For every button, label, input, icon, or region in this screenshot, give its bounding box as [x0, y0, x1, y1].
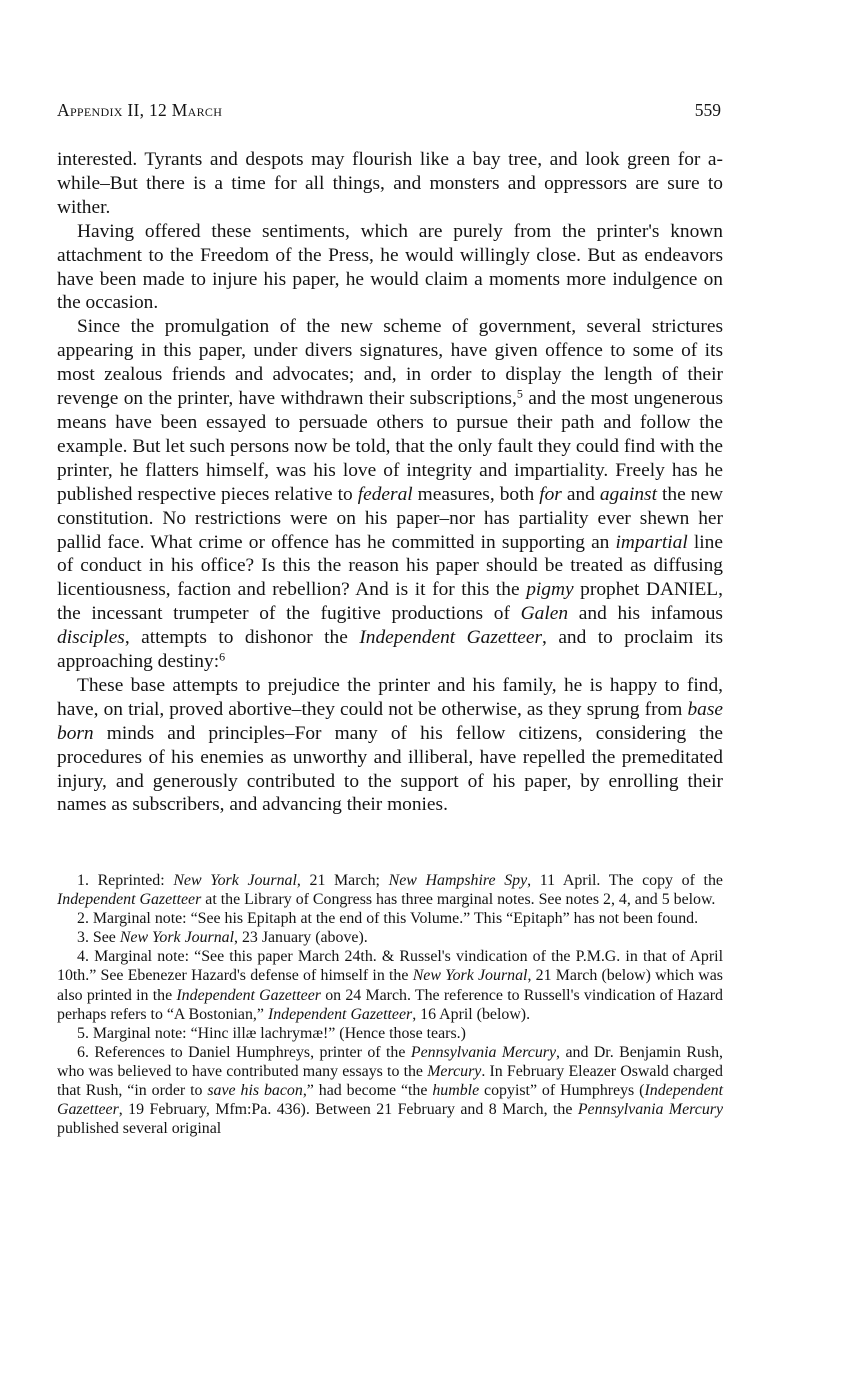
emphasis-pigmy: pigmy: [526, 579, 574, 601]
paragraph-3-text: Since the promulgation of the new scheme of government, several strictures appearing in this paper, under divers signatures, have given offence to some of its most zealous friends and advocates; and, in order to display the length of their revenge on the printer, have withdrawn their subscriptions,: [57, 316, 723, 410]
footnote-emphasis: New Hampshire Spy: [388, 872, 528, 889]
footnote-text: , 11 April. The copy of the: [527, 872, 723, 889]
emphasis-against: against: [599, 483, 657, 505]
paragraph-3-text: , attempts to dishonor the: [124, 627, 360, 649]
footnote-text: , 23 January (above).: [234, 929, 368, 947]
emphasis-gazetteer: Independent Gazetteer: [359, 627, 543, 649]
footnote-text: , 21 March (below) which was also printed in the: [57, 967, 723, 1004]
footnote-emphasis: New York Journal: [119, 929, 235, 947]
main-text: [57, 148, 723, 817]
footnote-2: 2. Marginal note: “See his Epitaph at the end of this Volume.” This “Epitaph” has not been found.: [77, 910, 699, 928]
footnote-ref-5: 5: [516, 386, 523, 401]
paragraph-2: Having offered these sentiments, which are purely from the printer's known attachment to the Freedom of the Press, he would willingly close. But as endeavors have been made to injure his paper, he would claim a moments more indulgence on the occasion.: [57, 220, 723, 314]
paragraph-3-text: measures, both: [412, 483, 540, 505]
footnote-text: at the Library of Congress has three marginal notes. See notes 2, 4, and 5 below.: [201, 891, 716, 909]
footnote-text: , 21 March;: [296, 872, 389, 889]
emphasis-galen: Galen: [520, 603, 569, 625]
footnote-emphasis: New York Journal: [173, 872, 297, 889]
footnote-text: 4. Marginal note: “See this paper March 24th. & Russel's vindication of the P.M.G. in that of April 10th.” See Ebenezer Hazard's defense of himself in the: [57, 948, 723, 985]
footnote-text: 6. References to Daniel Humphreys, printer of the: [77, 1043, 411, 1061]
footnote-text: , and Dr. Benjamin Rush, who was believed to have contributed many essays to the: [57, 1043, 723, 1080]
paragraph-3-text: and: [561, 483, 600, 505]
paragraph-4-text: minds and principles–For many of his fellow citizens, considering the procedures of his enemies as unworthy and illiberal, have repelled the premeditated injury, and generously contributed to the support of his paper, by enrolling their names as subscribers, and advancing their monies.: [57, 722, 723, 816]
paragraph-3: [57, 315, 723, 674]
running-head: [57, 98, 723, 122]
footnote-text: published several original: [57, 1120, 222, 1138]
paragraph-3-text: and his infamous: [568, 603, 723, 625]
paragraph-3-text: the new constitution. No restrictions were on his paper–nor has partiality ever shewn her pallid face. What crime or offence has he committed in supporting an: [57, 483, 723, 553]
footnote-text: . In February Eleazer Oswald charged that Rush, “in order to: [57, 1062, 723, 1100]
footnote-text: , 19 February, Mfm:Pa. 436). Between 21 February and 8 March, the: [118, 1101, 578, 1119]
running-head-title: Appendix II, 12 March: [57, 100, 223, 120]
footnote-emphasis: Independent Gazetteer: [57, 891, 202, 909]
emphasis-impartial: impartial: [615, 531, 688, 553]
footnote-emphasis: Independent Gazetteer: [176, 986, 321, 1004]
footnote-emphasis: humble: [432, 1082, 480, 1100]
footnote-3: [57, 928, 723, 947]
footnotes: [57, 871, 723, 1138]
paragraph-3-text: line of conduct in his office? Is this the reason his paper should be treated as diffusing licentiousness, faction and rebellion? And is it for this the: [57, 531, 723, 601]
paragraph-3-text: , and to proclaim its approaching destiny:: [57, 627, 723, 673]
emphasis-for: for: [539, 483, 562, 505]
footnote-ref-6: 6: [219, 649, 226, 664]
emphasis-base-born: base born: [57, 698, 723, 744]
paragraph-4: [57, 674, 723, 817]
footnote-emphasis: Independent Gazetteer: [267, 1005, 413, 1023]
emphasis-disciples: disciples: [57, 627, 125, 649]
footnote-emphasis: Independent Gazetteer: [57, 1082, 723, 1119]
footnote-text: 1. Reprinted:: [77, 872, 174, 889]
footnote-emphasis: Pennsylvania Mercury: [577, 1101, 723, 1119]
paragraph-3-text: prophet DANIEL, the incessant trumpeter of the fugitive productions of: [57, 579, 723, 625]
paragraph-3-text: and the most ungenerous means have been essayed to persuade others to pursue their path and follow the example. But let such persons now be told, that the only fault they could find with the printer, he flatters himself, was his love of integrity and impartiality. Freely has he published respective pieces relative to: [57, 388, 724, 505]
footnote-5: 5. Marginal note: “Hinc illæ lachrymæ!” (Hence those tears.): [77, 1024, 466, 1042]
footnote-6: [57, 1043, 723, 1138]
footnote-emphasis: Pennsylvania Mercury: [410, 1043, 557, 1061]
footnote-emphasis: Mercury: [427, 1062, 482, 1080]
footnote-text: on 24 March. The reference to Russell's vindication of Hazard perhaps refers to “A Bostonian,”: [57, 986, 723, 1023]
footnote-text: 3. See: [77, 929, 120, 947]
paragraph-4-text: These base attempts to prejudice the printer and his family, he is happy to find, have, on trial, proved abortive–they could not be otherwise, as they sprung from: [57, 674, 723, 720]
footnote-text: , 16 April (below).: [412, 1005, 531, 1023]
footnote-text: copyist” of Humphreys (: [479, 1082, 645, 1100]
paragraph-1: interested. Tyrants and despots may flourish like a bay tree, and look green for a-while–But there is a time for all things, and monsters and oppressors are sure to wither.: [57, 149, 723, 218]
footnote-1: [57, 871, 723, 909]
footnote-4: [57, 947, 723, 1023]
footnote-emphasis: New York Journal: [412, 967, 528, 985]
footnote-text: ,” had become “the: [302, 1082, 433, 1100]
page-number: 559: [694, 100, 721, 120]
emphasis-federal: federal: [357, 483, 413, 505]
footnote-emphasis: save his bacon: [207, 1082, 303, 1100]
